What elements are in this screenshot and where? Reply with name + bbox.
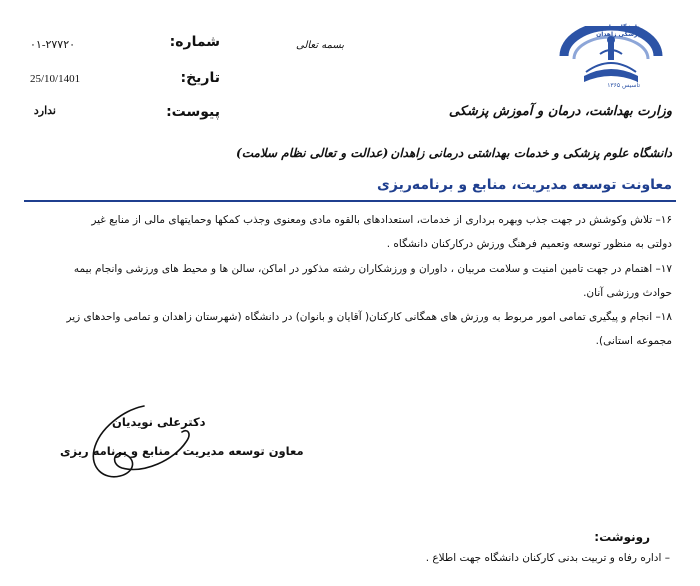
ministry-name: وزارت بهداشت، درمان و آموزش پزشکی <box>448 104 672 119</box>
header-divider <box>24 200 676 202</box>
body-item-16 <box>28 208 672 256</box>
body-item-18-line1: ۱۸– انجام و پیگیری تمامی امور مربوط به ورزش های همگانی کارکنان( آقایان و بانوان) در دانشگاه (شهرستان زاهدان و تمامی واحدهای زیر <box>66 311 672 323</box>
handwritten-signature <box>74 398 204 488</box>
division-title: معاونت توسعه مدیریت، منابع و برنامه‌ریزی <box>377 177 672 193</box>
body-item-17-line2: حوادث ورزشی آنان. <box>583 287 672 299</box>
cc-item-text: اداره رفاه و تربیت بدنی کارکنان دانشگاه جهت اطلاع . <box>425 552 662 564</box>
slogan: (عدالت و تعالی نظام سلامت) <box>236 146 389 160</box>
body-item-18-line2: مجموعه استانی). <box>595 335 672 347</box>
number-value: ۰۱-۲۷۷۲۰ <box>30 39 76 51</box>
cc-bullet: – <box>664 552 670 564</box>
attachment-label: پیوست: <box>166 104 220 120</box>
attachment-value: ندارد <box>33 105 56 117</box>
body-item-18 <box>28 305 672 353</box>
body-item-17-line1: ۱۷– اهتمام در جهت تامین امنیت و سلامت مربیان ، داوران و ورزشکاران رشته مذکور در اماکن، سالن ها و محیط های ورزشی وانجام بیمه <box>73 263 672 275</box>
logo-year: تأسیس ۱۳۶۵ <box>607 82 640 89</box>
body-item-16-line2: دولتی به منظور توسعه وتعمیم فرهنگ ورزش درکارکنان دانشگاه . <box>386 238 672 250</box>
cc-list-item <box>320 552 670 564</box>
date-label: تاریخ: <box>180 70 220 86</box>
signer-title: معاون توسعه مدیریت ، منابع و برنامه ریزی <box>60 444 304 458</box>
body-item-16-line1: ۱۶– تلاش وکوشش در جهت جذب وبهره برداری از خدمات، استعدادهای بالقوه مادی ومعنوی وجذب کمکها وحمایتهای مالی از منابع غیر <box>91 214 672 226</box>
body-item-17 <box>28 257 672 305</box>
cc-title: رونوشت: <box>594 530 650 544</box>
signer-name: دکترعلی نویدیان <box>112 415 206 429</box>
university-name: دانشگاه علوم پزشکی و خدمات بهداشتی درمانی زاهدان <box>390 146 672 160</box>
number-label: شماره: <box>169 34 220 50</box>
logo-text: دانشگاه علوم پزشکی زاهدان <box>596 24 640 38</box>
bismillah: بسمه تعالی <box>296 40 345 51</box>
date-value: 25/10/1401 <box>30 73 81 85</box>
